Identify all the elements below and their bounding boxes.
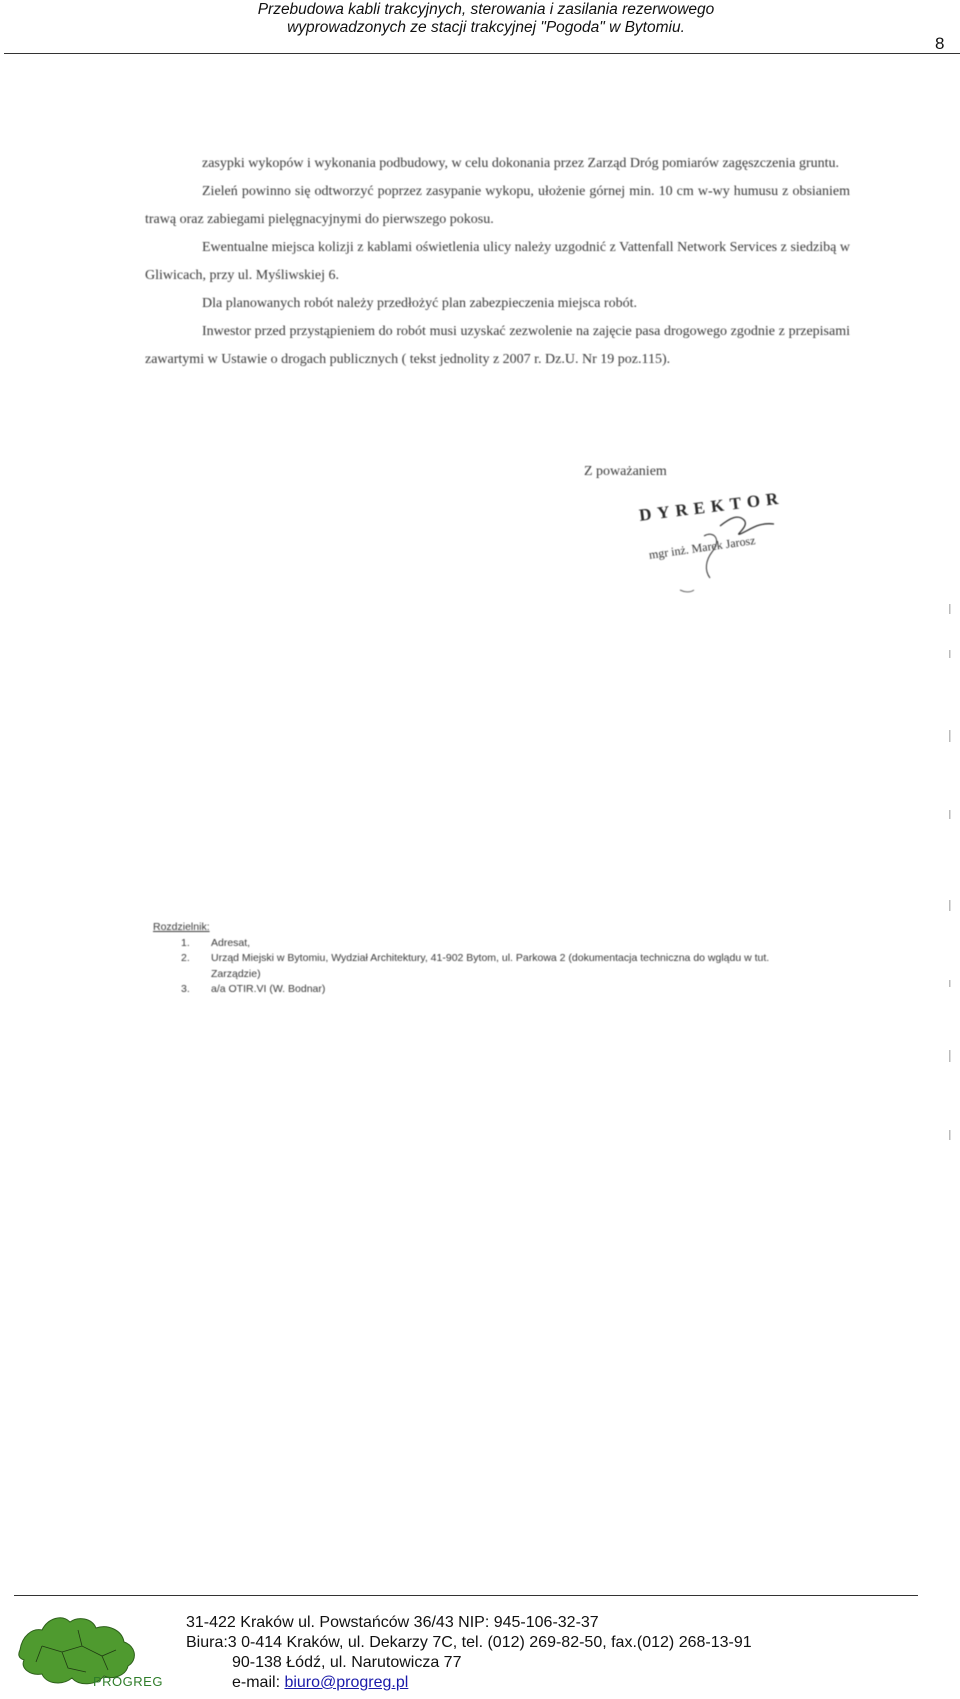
signature-icon — [634, 500, 814, 610]
list-item — [153, 982, 813, 998]
footer-lodz-line: 90-138 Łódź, ul. Narutowicza 77 — [232, 1654, 462, 1671]
footer-address-line: 31-422 Kraków ul. Powstańców 36/43 NIP: 945-106-32-37 — [186, 1614, 599, 1631]
director-stamp — [634, 488, 814, 610]
letter-closing: Z poważaniem — [584, 464, 667, 479]
scanned-letter-body — [145, 150, 850, 374]
list-item-number: 3. — [181, 983, 190, 995]
list-item — [153, 951, 813, 982]
distribution-heading: Rozdzielnik: — [153, 921, 210, 933]
company-logo — [12, 1606, 163, 1694]
footer-divider — [14, 1595, 918, 1596]
footer-email-line — [232, 1673, 408, 1693]
email-link[interactable]: biuro@progreg.pl — [284, 1674, 409, 1691]
letter-paragraph: Dla planowanych robót należy przedłożyć plan zabezpieczenia miejsca robót. — [202, 296, 637, 311]
letter-paragraph: Inwestor przed przystąpieniem do robót musi uzyskać zezwolenie na zajęcie pasa drogowego zgodnie z przepisami zawartymi w Ustawie o drogach publicznych ( tekst jednolity z 2007 r. Dz.U. Nr 19 poz.115). — [145, 324, 850, 367]
stamp-name: mgr inż. Marek Jarosz — [648, 533, 757, 562]
header-divider — [4, 53, 960, 54]
footer-offices-line: Biura:3 0-414 Kraków, ul. Dekarzy 7C, tel. (012) 269-82-50, fax.(012) 268-13-91 — [186, 1634, 752, 1651]
document-title-line-1: Przebudowa kabli trakcyjnych, sterowania i zasilania rezerwowego — [257, 1, 715, 18]
list-item-text: Urząd Miejski w Bytomiu, Wydział Architektury, 41-902 Bytom, ul. Parkowa 2 (dokumentacja techniczna do wglądu w tut. Zarządzie) — [211, 952, 770, 980]
document-title-line-2: wyprowadzonych ze stacji trakcyjnej "Pogoda" w Bytomiu. — [287, 19, 685, 36]
list-item-text: Adresat, — [211, 936, 251, 949]
distribution-list — [153, 920, 813, 998]
scan-edge-marks — [948, 600, 952, 1160]
list-item — [153, 936, 813, 952]
page-header — [0, 0, 960, 56]
page-number: 8 — [935, 34, 945, 53]
email-label: e-mail: — [232, 1674, 285, 1691]
logo-text: PROGREG — [93, 1674, 163, 1689]
letter-paragraph: Ewentualne miejsca kolizji z kablami oświetlenia ulicy należy uzgodnić z Vattenfall Network Services z siedzibą w Gliwicach, przy ul. Myśliwskiej 6. — [145, 240, 850, 283]
list-item-number: 1. — [181, 936, 190, 949]
list-item-text: a/a OTIR.VI (W. Bodnar) — [211, 983, 326, 995]
letter-paragraph: Zieleń powinno się odtworzyć poprzez zasypanie wykopu, ułożenie górnej min. 10 cm w-wy humusu z obsianiem trawą oraz zabiegami pielęgnacyjnymi do pierwszego pokosu. — [145, 184, 850, 227]
stamp-title: DYREKTOR — [638, 488, 786, 525]
list-item-number: 2. — [181, 952, 190, 964]
letter-paragraph: zasypki wykopów i wykonania podbudowy, w celu dokonania przez Zarząd Dróg pomiarów zagęszczenia gruntu. — [202, 156, 840, 171]
